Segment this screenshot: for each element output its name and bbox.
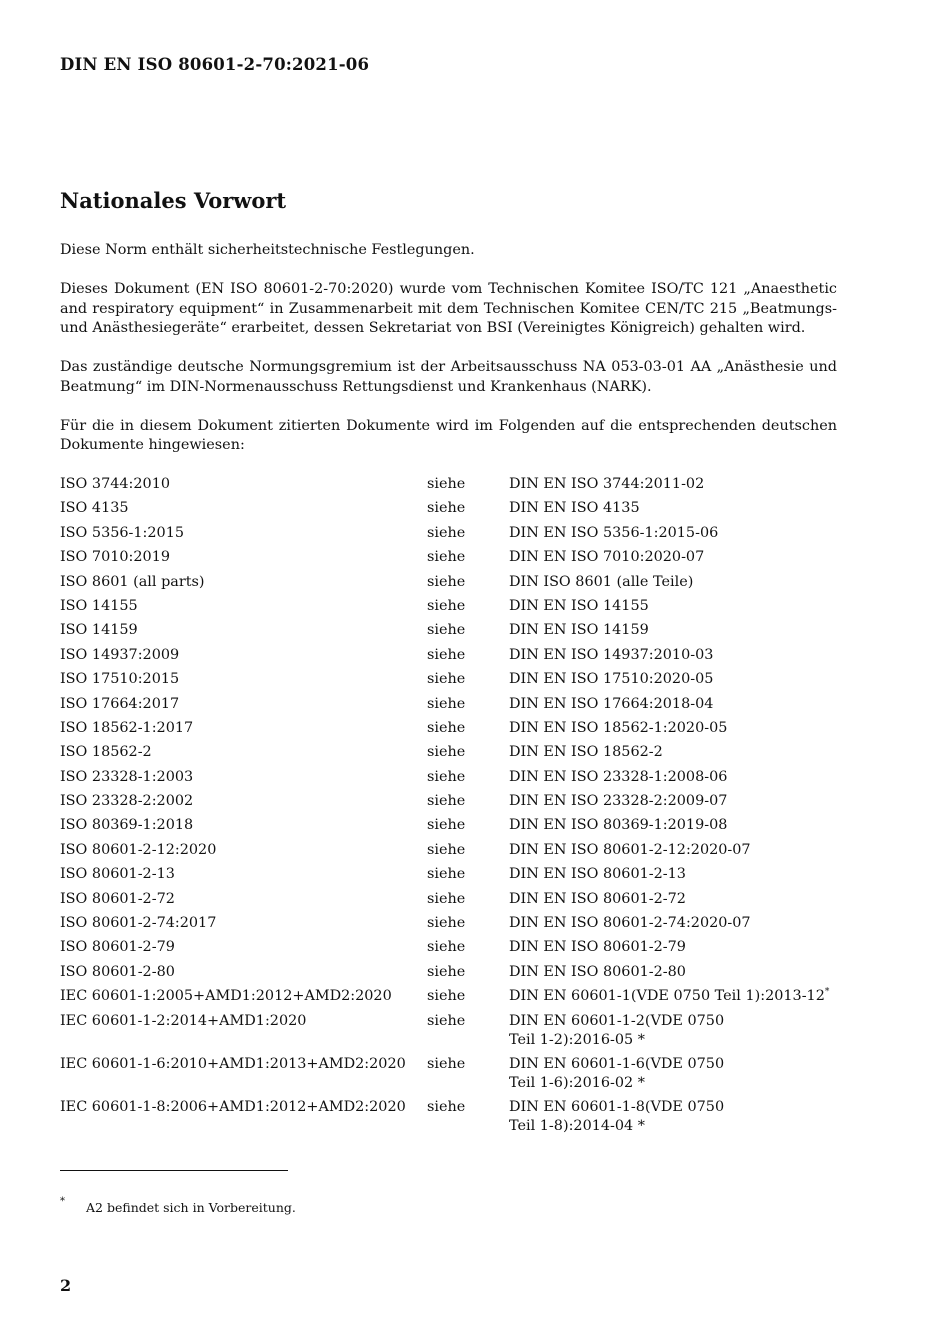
national-standard — [509, 841, 837, 865]
see-label: siehe — [427, 719, 466, 736]
see-label: siehe — [427, 768, 466, 785]
see-label: siehe — [427, 841, 466, 858]
see-label: siehe — [427, 671, 466, 688]
see-label: siehe — [427, 866, 466, 883]
national-standard — [509, 548, 837, 572]
national-standard-text: DIN ISO 8601 (alle Teile) — [509, 573, 694, 590]
national-standard — [509, 768, 837, 792]
national-standard-text: DIN EN ISO 18562-2 — [509, 744, 663, 761]
national-standard-line: DIN EN 60601-1-6(VDE 0750 — [509, 1055, 725, 1072]
see-label: siehe — [427, 573, 466, 590]
international-standard: ISO 8601 (all parts) — [60, 573, 205, 590]
reference-table-body — [60, 475, 837, 1142]
reference-row — [60, 670, 837, 694]
footnote-mark: * — [60, 1196, 65, 1207]
reference-row — [60, 621, 837, 645]
reference-row — [60, 963, 837, 987]
international-standard: ISO 80369-1:2018 — [60, 817, 194, 834]
national-standard — [509, 792, 837, 816]
reference-row — [60, 1055, 837, 1098]
section-title: Nationales Vorwort — [60, 188, 287, 213]
national-standard — [509, 743, 837, 767]
page-number: 2 — [60, 1276, 72, 1295]
national-standard-text: DIN EN ISO 80601-2-80 — [509, 963, 686, 980]
national-standard-line: Teil 1-8):2014-04 * — [509, 1118, 645, 1135]
international-standard: ISO 80601-2-13 — [60, 866, 175, 883]
national-standard — [509, 865, 837, 889]
national-standard-text: DIN EN ISO 4135 — [509, 500, 640, 517]
reference-row — [60, 548, 837, 572]
international-standard: IEC 60601-1:2005+AMD1:2012+AMD2:2020 — [60, 988, 392, 1005]
national-standard — [509, 719, 837, 743]
national-standard-text: DIN EN ISO 18562-1:2020-05 — [509, 719, 728, 736]
international-standard: IEC 60601-1-2:2014+AMD1:2020 — [60, 1012, 307, 1029]
national-standard-text: DIN EN ISO 5356-1:2015-06 — [509, 524, 719, 541]
national-standard-line: DIN EN 60601-1-2(VDE 0750 — [509, 1012, 725, 1029]
reference-row — [60, 695, 837, 719]
international-standard: ISO 80601-2-12:2020 — [60, 841, 217, 858]
reference-row — [60, 792, 837, 816]
reference-row — [60, 890, 837, 914]
paragraph: Dieses Dokument (EN ISO 80601-2-70:2020) wurde vom Technischen Komitee ISO/TC 121 „Anaesthetic and respiratory equipment“ in Zusammenarbeit mit dem Technischen Komitee CEN/TC 215 „Beatmungs- und Anästhesiegeräte“ erarbeitet, dessen Sekretariat von BSI (Vereinigtes Königreich) gehalten wird. — [60, 281, 837, 336]
see-label: siehe — [427, 817, 466, 834]
see-label: siehe — [427, 1012, 466, 1029]
reference-row — [60, 768, 837, 792]
international-standard: ISO 23328-2:2002 — [60, 793, 194, 810]
national-standard-text: DIN EN ISO 14937:2010-03 — [509, 646, 714, 663]
reference-row — [60, 499, 837, 523]
national-standard — [509, 499, 837, 523]
national-standard-text: DIN EN ISO 80601-2-74:2020-07 — [509, 915, 751, 932]
national-standard — [509, 1012, 837, 1055]
national-standard — [509, 914, 837, 938]
national-standard-text: DIN EN ISO 23328-2:2009-07 — [509, 793, 728, 810]
national-standard-text: DIN EN ISO 14155 — [509, 597, 649, 614]
international-standard: ISO 80601-2-80 — [60, 963, 175, 980]
national-standard — [509, 670, 837, 694]
national-standard — [509, 938, 837, 962]
national-standard — [509, 816, 837, 840]
see-label: siehe — [427, 1055, 466, 1072]
national-standard-text: DIN EN ISO 80601-2-79 — [509, 939, 686, 956]
international-standard: ISO 5356-1:2015 — [60, 524, 185, 541]
national-standard-text: DIN EN ISO 80601-2-12:2020-07 — [509, 841, 751, 858]
national-standard-text: DIN EN ISO 80601-2-72 — [509, 890, 686, 907]
national-standard — [509, 573, 837, 597]
see-label: siehe — [427, 622, 466, 639]
see-label: siehe — [427, 988, 466, 1005]
see-label: siehe — [427, 476, 466, 492]
paragraph: Das zuständige deutsche Normungsgremium ist der Arbeitsausschuss NA 053-03-01 AA „Anästhesie und Beatmung“ im DIN-Normenausschuss Rettungsdienst und Krankenhaus (NARK). — [60, 359, 837, 395]
international-standard: ISO 3744:2010 — [60, 476, 171, 492]
see-label: siehe — [427, 890, 466, 907]
reference-row — [60, 865, 837, 889]
national-standard-text: DIN EN ISO 3744:2011-02 — [509, 476, 705, 492]
foreword-body — [60, 241, 837, 475]
see-label: siehe — [427, 963, 466, 980]
international-standard: ISO 4135 — [60, 500, 129, 517]
reference-row — [60, 987, 837, 1011]
footnote-reference-mark: * — [824, 987, 830, 998]
see-label: siehe — [427, 793, 466, 810]
national-standard-text: DIN EN ISO 17510:2020-05 — [509, 671, 714, 688]
reference-row — [60, 1012, 837, 1055]
national-standard — [509, 987, 837, 1011]
reference-table — [60, 475, 837, 1142]
national-standard-text: DIN EN ISO 80601-2-13 — [509, 866, 686, 883]
see-label: siehe — [427, 695, 466, 712]
international-standard: ISO 18562-2 — [60, 744, 152, 761]
reference-row — [60, 841, 837, 865]
see-label: siehe — [427, 524, 466, 541]
reference-row — [60, 938, 837, 962]
national-standard-text: DIN EN ISO 7010:2020-07 — [509, 549, 705, 566]
international-standard: ISO 14937:2009 — [60, 646, 180, 663]
international-standard: IEC 60601-1-6:2010+AMD1:2013+AMD2:2020 — [60, 1055, 406, 1072]
international-standard: ISO 80601-2-72 — [60, 890, 175, 907]
national-standard-text: DIN EN ISO 23328-1:2008-06 — [509, 768, 728, 785]
reference-row — [60, 597, 837, 621]
national-standard — [509, 695, 837, 719]
national-standard-text: DIN EN 60601-1(VDE 0750 Teil 1):2013-12 — [509, 988, 825, 1005]
national-standard — [509, 1098, 837, 1141]
see-label: siehe — [427, 915, 466, 932]
national-standard — [509, 963, 837, 987]
reference-row — [60, 914, 837, 938]
see-label: siehe — [427, 744, 466, 761]
reference-row — [60, 816, 837, 840]
international-standard: ISO 18562-1:2017 — [60, 719, 194, 736]
see-label: siehe — [427, 1099, 466, 1116]
national-standard-line: Teil 1-6):2016-02 * — [509, 1074, 645, 1091]
reference-row — [60, 646, 837, 670]
see-label: siehe — [427, 646, 466, 663]
national-standard — [509, 646, 837, 670]
international-standard: ISO 80601-2-74:2017 — [60, 915, 217, 932]
national-standard — [509, 890, 837, 914]
international-standard: ISO 14155 — [60, 597, 138, 614]
reference-row — [60, 524, 837, 548]
international-standard: ISO 7010:2019 — [60, 549, 171, 566]
international-standard: ISO 80601-2-79 — [60, 939, 175, 956]
national-standard — [509, 1055, 837, 1098]
reference-row — [60, 743, 837, 767]
see-label: siehe — [427, 597, 466, 614]
see-label: siehe — [427, 549, 466, 566]
national-standard — [509, 524, 837, 548]
footnote-text: A2 befindet sich in Vorbereitung. — [86, 1200, 296, 1215]
reference-row — [60, 1098, 837, 1141]
international-standard: ISO 14159 — [60, 622, 138, 639]
paragraph: Diese Norm enthält sicherheitstechnische Festlegungen. — [60, 242, 475, 258]
international-standard: ISO 17664:2017 — [60, 695, 180, 712]
national-standard-text: DIN EN ISO 80369-1:2019-08 — [509, 817, 728, 834]
paragraph: Für die in diesem Dokument zitierten Dokumente wird im Folgenden auf die entsprechenden deutschen Dokumente hingewiesen: — [60, 417, 837, 453]
international-standard: IEC 60601-1-8:2006+AMD1:2012+AMD2:2020 — [60, 1099, 406, 1116]
document-id-header: DIN EN ISO 80601-2-70:2021-06 — [60, 55, 370, 74]
national-standard-line: DIN EN 60601-1-8(VDE 0750 — [509, 1099, 725, 1116]
national-standard — [509, 475, 837, 499]
national-standard — [509, 597, 837, 621]
see-label: siehe — [427, 939, 466, 956]
footnote-divider — [60, 1170, 288, 1171]
see-label: siehe — [427, 500, 466, 517]
national-standard-text: DIN EN ISO 14159 — [509, 622, 649, 639]
national-standard-text: DIN EN ISO 17664:2018-04 — [509, 695, 714, 712]
reference-row — [60, 719, 837, 743]
reference-row — [60, 573, 837, 597]
international-standard: ISO 17510:2015 — [60, 671, 180, 688]
national-standard — [509, 621, 837, 645]
international-standard: ISO 23328-1:2003 — [60, 768, 194, 785]
national-standard-line: Teil 1-2):2016-05 * — [509, 1031, 645, 1048]
reference-row — [60, 475, 837, 499]
